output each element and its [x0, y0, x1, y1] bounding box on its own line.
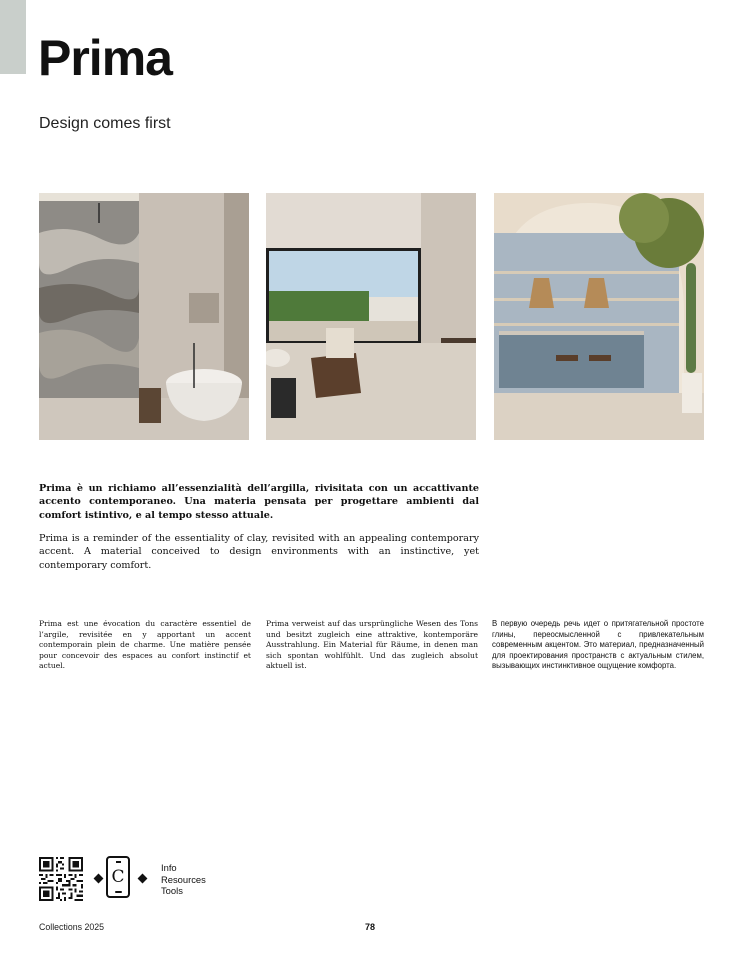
bathroom-photo: [39, 193, 249, 440]
app-letter: C: [111, 867, 125, 887]
link-tools[interactable]: Tools: [161, 885, 183, 897]
link-resources[interactable]: Resources: [161, 873, 206, 885]
text-german: Prima verweist auf das ursprüngliche Wesen des Tons und besitzt zugleich eine attraktive, kontemporäre Ausstrahlung. Ein Material für Räume, in denen man sich spontan wohlfühlt. Und das zugleich absolut aktuell ist.: [266, 619, 478, 671]
phone-camera: [116, 861, 121, 863]
diamond-icon: [94, 874, 104, 884]
link-info[interactable]: Info: [161, 862, 177, 873]
living-room-photo: [266, 193, 476, 440]
page-subtitle: Design comes first: [39, 115, 171, 132]
qr-code-icon[interactable]: [39, 857, 83, 901]
diamond-icon: [138, 874, 148, 884]
page-title: Prima: [38, 30, 172, 86]
footer-collection: Collections 2025: [39, 922, 105, 932]
page-number: 78: [365, 922, 376, 932]
mobile-phone-icon[interactable]: [106, 856, 130, 898]
intro-italian: Prima è un richiamo all’essenzialità dell’argilla, rivisitata con un accattivante accento contemporaneo. Una materia pensata per progettare ambienti dal comfort istintivo, e al tempo stesso attuale.: [39, 483, 479, 521]
intro-english: Prima is a reminder of the essentiality of clay, revisited with an appealing contemporary accent. A material conceived to design environments with an instinctive, yet contemporary comfort.: [39, 533, 479, 571]
kitchen-photo: [494, 193, 704, 440]
text-russian: В первую очередь речь идет о притягательной простоте глины, переосмысленной с привлекательным современным акцентом. Это материал, предназначенный для проектирования пространств с актуальным стилем, вызывающих инстинктивное ощущение комфорта.: [492, 619, 704, 671]
section-tab: [0, 0, 26, 74]
text-french: Prima est une évocation du caractère essentiel de l’argile, revisitée en y apportant un accent contemporain plein de charme. Une matière pensée pour concevoir des espaces au confort instinctif et actuel.: [39, 619, 251, 671]
phone-home-button: [115, 891, 122, 893]
resource-links: [161, 862, 206, 897]
